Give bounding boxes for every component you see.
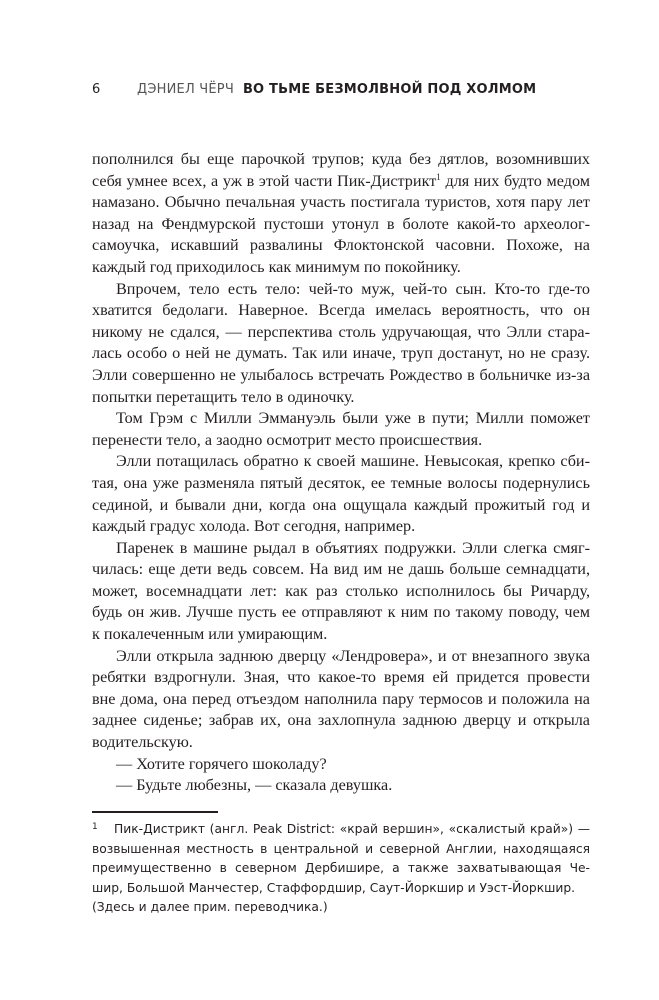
footnote-line: шир, Большой Манчестер, Стаффордшир, Саут-Йоркшир и Уэст-Йоркшир. <box>92 880 576 895</box>
text-line: — Будьте любезны, — сказала девушка. <box>116 776 393 795</box>
footnote-line: преимущественно в северном Дербишире, а также захватывающая Че- <box>92 861 590 875</box>
text-line: чилась: еще дети ведь совсем. На вид им не дашь больше семнадцати, <box>92 560 590 579</box>
footnote-line: возвышенная местность в центральной и северной Англии, находящаяся <box>92 841 590 856</box>
text-line: назад на Фендмурской пустоши утонул в болоте какой-то археолог- <box>92 214 590 233</box>
text-line: Том Грэм с Милли Эммануэль были уже в пути; Милли поможет <box>116 409 590 428</box>
text-line: самоучка, искавший развалины Флоктонской часовни. Похоже, на <box>92 236 590 255</box>
text-line: лась особо о ней не думать. Так или иначе, труп достанут, но не сразу. <box>92 344 590 363</box>
text-line <box>92 171 590 193</box>
header-book-title: ВО ТЬМЕ БЕЗМОЛВНОЙ ПОД ХОЛМОМ <box>242 82 537 97</box>
text-line: заднее сиденье; забрав их, она захлопнула заднюю дверцу и открыла <box>92 711 590 730</box>
text-line: — Хотите горячего шоколаду? <box>116 754 327 773</box>
text-segment: для них будто медом <box>440 171 590 190</box>
text-line: перенести тело, а заодно осмотрит место происшествия. <box>92 430 483 449</box>
text-line: хватится бедолаги. Наверное. Всегда имелась вероятность, что он <box>92 301 590 320</box>
text-line: будь он жив. Лучше пусть ее отправляют к ним по такому поводу, чем <box>92 603 590 622</box>
page-number: 6 <box>92 82 101 97</box>
footnote <box>92 820 590 918</box>
footnote-line: (Здесь и далее прим. переводчика.) <box>92 900 328 914</box>
text-line: Элли потащилась обратно к своей машине. Невысокая, крепко сби- <box>116 452 590 471</box>
text-line: тая, она уже разменяла пятый десяток, ее темные волосы подернулись <box>92 473 590 492</box>
text-line: Впрочем, тело есть тело: чей-то муж, чей-то сын. Кто-то где-то <box>116 279 590 298</box>
text-line: к покалеченным или умирающим. <box>92 625 328 644</box>
text-line: Паренек в машине рыдал в объятиях подружки. Элли слегка смяг- <box>116 538 590 557</box>
text-line: каждый год приходилось как минимум по покойнику. <box>92 257 461 276</box>
body-text <box>92 149 590 797</box>
footnote-rule <box>92 811 218 813</box>
footnote-line: 1 Пик-Дистрикт (англ. Peak District: «край вершин», «скалистый край») — <box>92 822 590 836</box>
text-line: Элли совершенно не улыбалось встречать Рождество в больничке из-за <box>92 365 590 384</box>
text-line: Элли открыла заднюю дверцу «Лендровера», и от внезапного звука <box>116 646 590 665</box>
footnote-reference[interactable]: 1 <box>436 171 441 182</box>
footnote-text: Пик-Дистрикт (англ. Peak District: «край вершин», «скалистый край») — <box>114 822 590 836</box>
header-author: ДЭНИЕЛ ЧЁРЧ <box>137 82 234 97</box>
text-line: сединой, и бывали дни, когда она ощущала каждый прожитый год и <box>92 495 590 514</box>
text-line: пополнился бы еще парочкой трупов; куда без дятлов, возомнивших <box>92 150 590 168</box>
running-header <box>92 81 536 99</box>
text-line: попытки перетащить тело в одиночку. <box>92 387 355 406</box>
text-line: может, восемнадцати лет: как раз столько исполнилось бы Ричарду, <box>92 581 590 600</box>
text-line: намазано. Обычно печальная участь постигала туристов, хотя пару лет <box>92 193 590 212</box>
text-line: ребятки вздрогнули. Зная, что какое-то время ей придется провести <box>92 668 590 687</box>
text-segment: себя умнее всех, а уж в этой части Пик-Дистрикт <box>92 171 437 190</box>
text-line: водительскую. <box>92 733 193 752</box>
text-line: каждый градус холода. Вот сегодня, например. <box>92 517 416 536</box>
text-line: никому не сдался, — перспектива столь удручающая, что Элли стара- <box>92 322 590 341</box>
text-line: вне дома, она перед отъездом наполнила пару термосов и положила на <box>92 689 590 708</box>
